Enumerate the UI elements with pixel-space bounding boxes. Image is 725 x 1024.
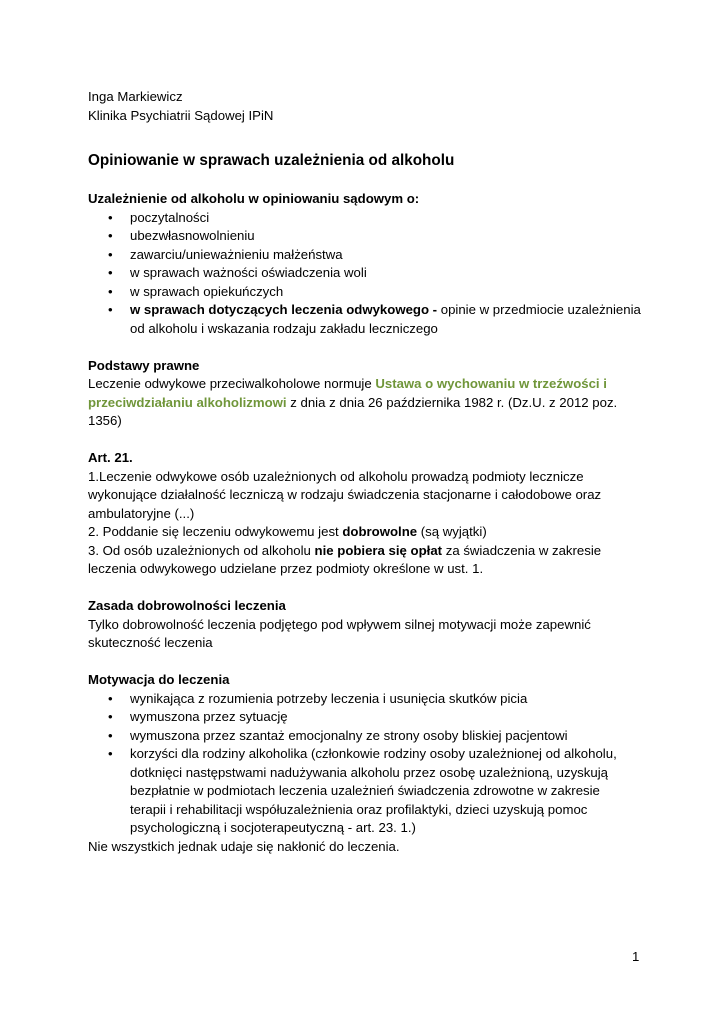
closing-sentence: Nie wszystkich jednak udaje się nakłonić do leczenia. bbox=[88, 838, 400, 854]
law-link[interactable]: przeciwdziałaniu alkoholizmowi bbox=[88, 394, 287, 410]
podstawy-line: 1356) bbox=[88, 413, 122, 428]
list-item: • w sprawach dotyczących leczenia odwykowego - opinie w przedmiocie uzależnienia od alkoholu i wskazania rodzaju zakładu leczniczego bbox=[108, 302, 641, 336]
author-affiliation: Klinika Psychiatrii Sądowej IPiN bbox=[88, 107, 274, 123]
zasada-paragraph: skuteczność leczenia bbox=[88, 635, 213, 650]
section-heading-opiniowanie: Uzależnienie od alkoholu w opiniowaniu sądowym o: bbox=[88, 191, 420, 206]
art21-paragraph: 2. Poddanie się leczeniu odwykowemu jest dobrowolne (są wyjątki) bbox=[88, 524, 487, 539]
section-heading-podstawy: Podstawy prawne bbox=[88, 357, 200, 373]
law-link[interactable]: Ustawa o wychowaniu w trzeźwości i bbox=[375, 376, 607, 391]
opiniowanie-list bbox=[88, 209, 648, 339]
bullet-icon: • bbox=[108, 727, 113, 743]
zasada-paragraph: Tylko dobrowolność leczenia podjętego pod wpływem silnej motywacji może zapewnić bbox=[88, 616, 591, 632]
list-item: • wynikająca z rozumienia potrzeby leczenia i usunięcia skutków picia bbox=[88, 690, 648, 709]
art21-paragraph: 3. Od osób uzależnionych od alkoholu nie pobiera się opłat za świadczenia w zakresie bbox=[88, 542, 602, 558]
page-number: 1 bbox=[632, 949, 640, 964]
bullet-icon: • bbox=[108, 228, 113, 243]
art21-paragraph: leczenia odwykowego udzielane przez podmioty określone w ust. 1. bbox=[88, 561, 484, 576]
art21-paragraph: wykonujące działalność leczniczą w rodzaju świadczenia stacjonarne i całodobowe oraz bbox=[88, 487, 602, 502]
list-item: • zawarciu/unieważnieniu małżeństwa bbox=[88, 246, 648, 265]
motywacja-list bbox=[88, 690, 648, 838]
art21-paragraph: ambulatoryjne (...) bbox=[88, 505, 195, 521]
section-heading-zasada: Zasada dobrowolności leczenia bbox=[88, 598, 286, 613]
list-item: • ubezwłasnowolnieniu bbox=[88, 227, 648, 246]
author-name: Inga Markiewicz bbox=[88, 89, 183, 104]
bullet-icon: • bbox=[108, 746, 113, 761]
podstawy-line: Leczenie odwykowe przeciwalkoholowe normuje Ustawa o wychowaniu w trzeźwości i bbox=[88, 376, 607, 391]
list-item: • korzyści dla rodziny alkoholika (członkowie rodziny osoby uzależnionej od alkoholu, dotknięci następstwami nadużywania alkoholu przez osobę uzależnioną, uzyskują bezpłatnie w podmiotach leczenia uzależnień świadczenia zdrowotne w zakresie terapii i rehabilitacji współuzależnienia oraz profilaktyki, dzieci uzyskują pomoc psychologiczną i socjoterapeutyczną - art. 23. 1.) bbox=[108, 746, 617, 835]
art21-paragraph: 1.Leczenie odwykowe osób uzależnionych od alkoholu prowadzą podmioty lecznicze bbox=[88, 468, 584, 484]
bullet-icon: • bbox=[108, 302, 113, 317]
bullet-icon: • bbox=[108, 709, 113, 724]
bullet-icon: • bbox=[108, 209, 113, 225]
podstawy-line: przeciwdziałaniu alkoholizmowi z dnia z dnia 26 października 1982 r. (Dz.U. z 2012 poz. bbox=[88, 394, 618, 410]
list-item: • w sprawach opiekuńczych bbox=[88, 283, 648, 302]
list-item: • wymuszona przez sytuację bbox=[88, 708, 648, 727]
bullet-icon: • bbox=[108, 690, 113, 706]
document-page bbox=[88, 88, 648, 856]
page-title: Opiniowanie w sprawach uzależnienia od alkoholu bbox=[88, 151, 455, 169]
list-item: • w sprawach ważności oświadczenia woli bbox=[88, 264, 648, 283]
section-heading-motywacja: Motywacja do leczenia bbox=[88, 672, 230, 687]
bullet-icon: • bbox=[108, 265, 113, 280]
list-item: • wymuszona przez szantaż emocjonalny ze strony osoby bliskiej pacjentowi bbox=[88, 727, 648, 746]
bullet-icon: • bbox=[108, 283, 113, 299]
section-heading-art21: Art. 21. bbox=[88, 450, 133, 465]
list-item: • poczytalności bbox=[88, 209, 648, 228]
bullet-icon: • bbox=[108, 246, 113, 262]
